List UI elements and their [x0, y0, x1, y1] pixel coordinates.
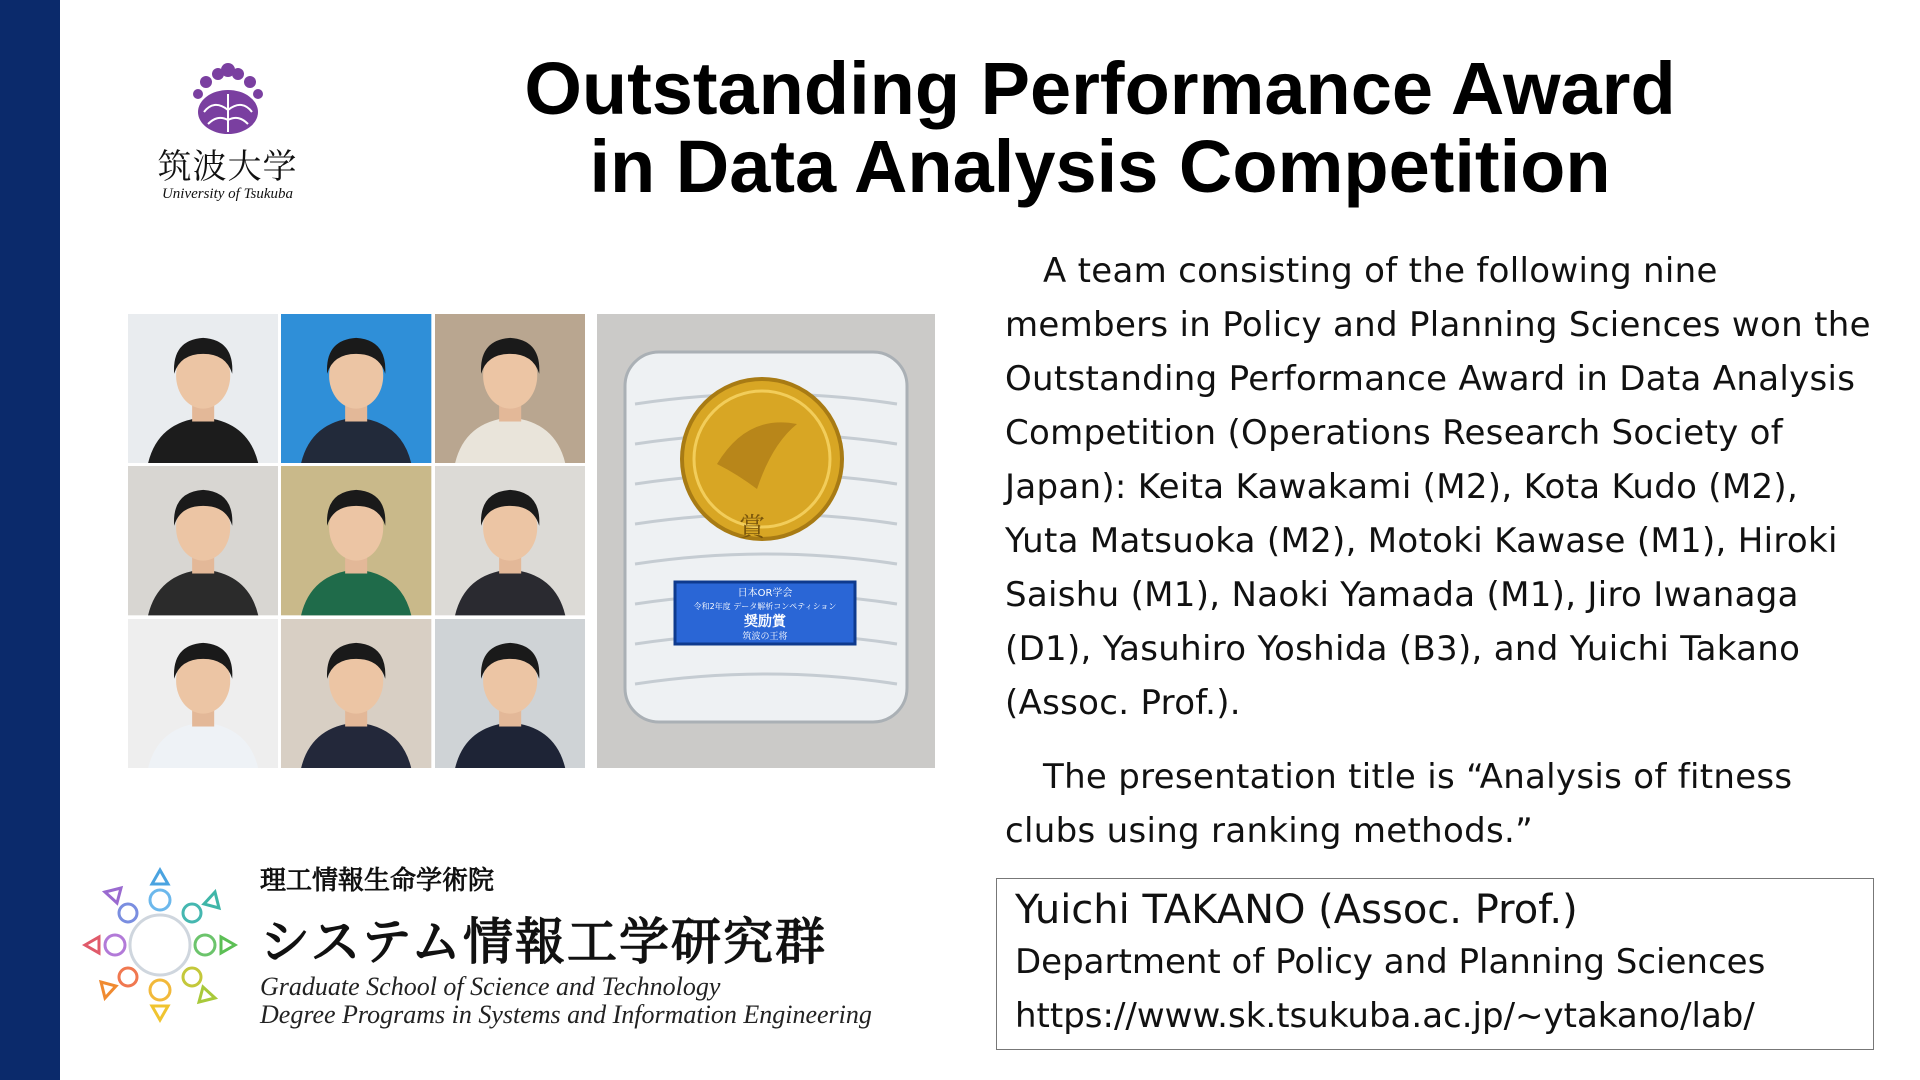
paulownia-crest-icon — [188, 60, 268, 140]
plate-line-2: 令和2年度 データ解析コンペティション — [693, 602, 837, 611]
contact-box — [996, 878, 1874, 1050]
university-name-english: University of Tsukuba — [161, 186, 294, 202]
title-line-1: Outstanding Performance Award — [524, 47, 1676, 130]
snowflake-emblem-icon — [75, 860, 245, 1030]
member-photo-2 — [281, 314, 431, 463]
member-photo-5 — [281, 466, 431, 615]
contact-url-link[interactable]: https://www.sk.tsukuba.ac.jp/~ytakano/lab/ — [1015, 996, 1755, 1036]
page-title — [430, 47, 1770, 208]
award-description — [1005, 244, 1875, 878]
school-name-japanese-small: 理工情報生命学術院 — [260, 866, 495, 896]
plate-line-4: 筑波の王将 — [742, 632, 788, 642]
contact-name: Yuichi TAKANO (Assoc. Prof.) — [1015, 887, 1578, 933]
university-logo — [150, 60, 305, 210]
plate-line-1: 日本OR学会 — [737, 588, 793, 599]
school-name-japanese-large: システム情報工学研究群 — [260, 913, 827, 971]
award-trophy-image — [597, 314, 935, 768]
contact-department: Department of Policy and Planning Sciences — [1015, 942, 1766, 982]
medal-character: 賞 — [738, 513, 766, 543]
member-photo-1 — [128, 314, 278, 463]
member-photo-grid — [128, 314, 585, 768]
member-photo-7 — [128, 619, 278, 768]
title-line-2: in Data Analysis Competition — [589, 125, 1611, 208]
description-paragraph-2: The presentation title is “Analysis of fitness clubs using ranking methods.” — [1005, 757, 1793, 851]
university-name-japanese: 筑波大学 — [157, 147, 298, 187]
graduate-school-logo — [75, 860, 975, 1040]
member-photo-8 — [281, 619, 431, 768]
member-photo-3 — [435, 314, 585, 463]
member-photo-4 — [128, 466, 278, 615]
member-photo-9 — [435, 619, 585, 768]
side-accent-bar — [0, 0, 60, 1080]
description-paragraph-1: A team consisting of the following nine members in Policy and Planning Sciences won the Outstanding Performance Award in Data Analysis Competition (Operations Research Society of Japan): Keita Kawakami (M2), Kota Kudo (M2), Yuta Matsuoka (M2), Motoki Kawase (M1), Hiroki Saishu (M1), Naoki Yamada (M1), Jiro Iwanaga (D1), Yasuhiro Yoshida (B3), and Yuichi Takano (Assoc. Prof.). — [1005, 251, 1871, 723]
school-name-english-line-2: Degree Programs in Systems and Information Engineering — [260, 1000, 872, 1029]
plate-line-3: 奨励賞 — [744, 614, 786, 630]
school-name-english-line-1: Graduate School of Science and Technology — [260, 972, 721, 1001]
member-photo-6 — [435, 466, 585, 615]
